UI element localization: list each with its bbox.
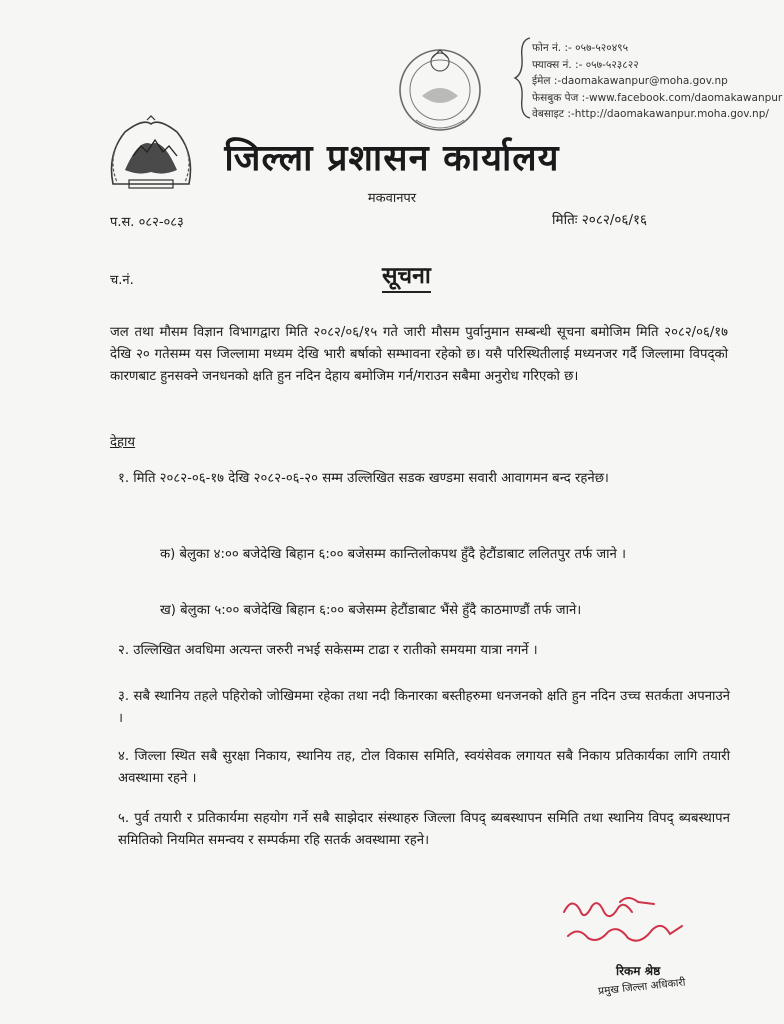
- reference-number: प.स. ०८२-०८३: [110, 215, 184, 230]
- office-title: जिल्ला प्रशासन कार्यालय: [224, 138, 560, 179]
- office-seal-icon: [392, 40, 488, 140]
- contact-info: [532, 40, 782, 123]
- notice-subitem-a: क) बेलुका ४:०० बजेदेखि बिहान ६:०० बजेसम्म कान्तिलोकपथ हुँदै हेटौंडाबाट ललितपुर तर्फ जाने ।: [160, 547, 627, 562]
- section-heading: देहाय: [110, 435, 136, 450]
- notice-date: मितिः २०८२/०६/१६: [552, 212, 648, 228]
- dispatch-number-label: च.नं.: [110, 273, 134, 288]
- contact-fax: फ्याक्स नं. :- ०५७-५२३८२२: [532, 58, 639, 71]
- notice-title: सूचना: [382, 258, 431, 293]
- signer-designation: प्रमुख जिल्ला अधिकारी: [597, 976, 686, 998]
- notice-item-5: ५. पुर्व तयारी र प्रतिकार्यमा सहयोग गर्ने सबै साझेदार संस्थाहरु जिल्ला विपद् ब्यबस्थापन समिति तथा स्थानिय विपद् ब्यबस्थापन समितिको नियमित समन्वय र सम्पर्कमा रहि सतर्क अवस्थामा रहने।: [118, 811, 730, 848]
- contact-phone: फोन नं. :- ०५७-५२०४९५: [532, 42, 629, 54]
- notice-item-3: ३. सबै स्थानिय तहले पहिरोको जोखिममा रहेका तथा नदी किनारका बस्तीहरुमा धनजनको क्षति हुन नदिन उच्च सतर्कता अपनाउने ।: [118, 689, 730, 726]
- notice-item-4: ४. जिल्ला स्थित सबै सुरक्षा निकाय, स्थानिय तह, टोल विकास समिति, स्वयंसेवक लगायत सबै निकाय प्रतिकार्यका लागि तयारी अवस्थामा रहने ।: [118, 749, 730, 786]
- handwritten-signature: [558, 892, 688, 950]
- notice-item-1: १. मिति २०८२-०६-१७ देखि २०८२-०६-२० सम्म उल्लिखित सडक खण्डमा सवारी आवागमन बन्द रहनेछ।: [118, 471, 609, 486]
- signer-name: रिकम श्रेष्ठ: [616, 964, 661, 978]
- contact-facebook: फेसबुक पेज :-www.facebook.com/daomakawanpur: [532, 91, 783, 104]
- contact-email: ईमेल :-daomakawanpur@moha.gov.np: [532, 75, 728, 87]
- district-name: मकवानपर: [367, 191, 417, 206]
- notice-item-2: २. उल्लिखित अवधिमा अत्यन्त जरुरी नभई सकेसम्म टाढा र रातीको समयमा यात्रा नगर्ने ।: [118, 643, 538, 658]
- contact-brace-icon: [512, 36, 534, 120]
- notice-subitem-b: ख) बेलुका ५:०० बजेदेखि बिहान ६:०० बजेसम्म हेटौंडाबाट भैंसे हुँदै काठमाण्डौं तर्फ जाने।: [160, 603, 582, 618]
- contact-website: वेबसाइट :-http://daomakawanpur.moha.gov.np/: [532, 108, 769, 120]
- notice-intro: जल तथा मौसम विज्ञान विभागद्वारा मिति २०८२/०६/१५ गते जारी मौसम पुर्वानुमान सम्बन्धी सूचना बमोजिम मिति २०८२/०६/१७ देखि २० गतेसम्म यस जिल्लामा मध्यम देखि भारी बर्षाको सम्भावना रहेको छ। यसै परिस्थितीलाई मध्यनजर गर्दै जिल्लामा विपद्‌को कारणबाट हुनसक्ने जनधनको क्षति हुन नदिन देहाय बमोजिम गर्न/गराउन सबैमा अनुरोध गरिएको छ।: [110, 325, 728, 384]
